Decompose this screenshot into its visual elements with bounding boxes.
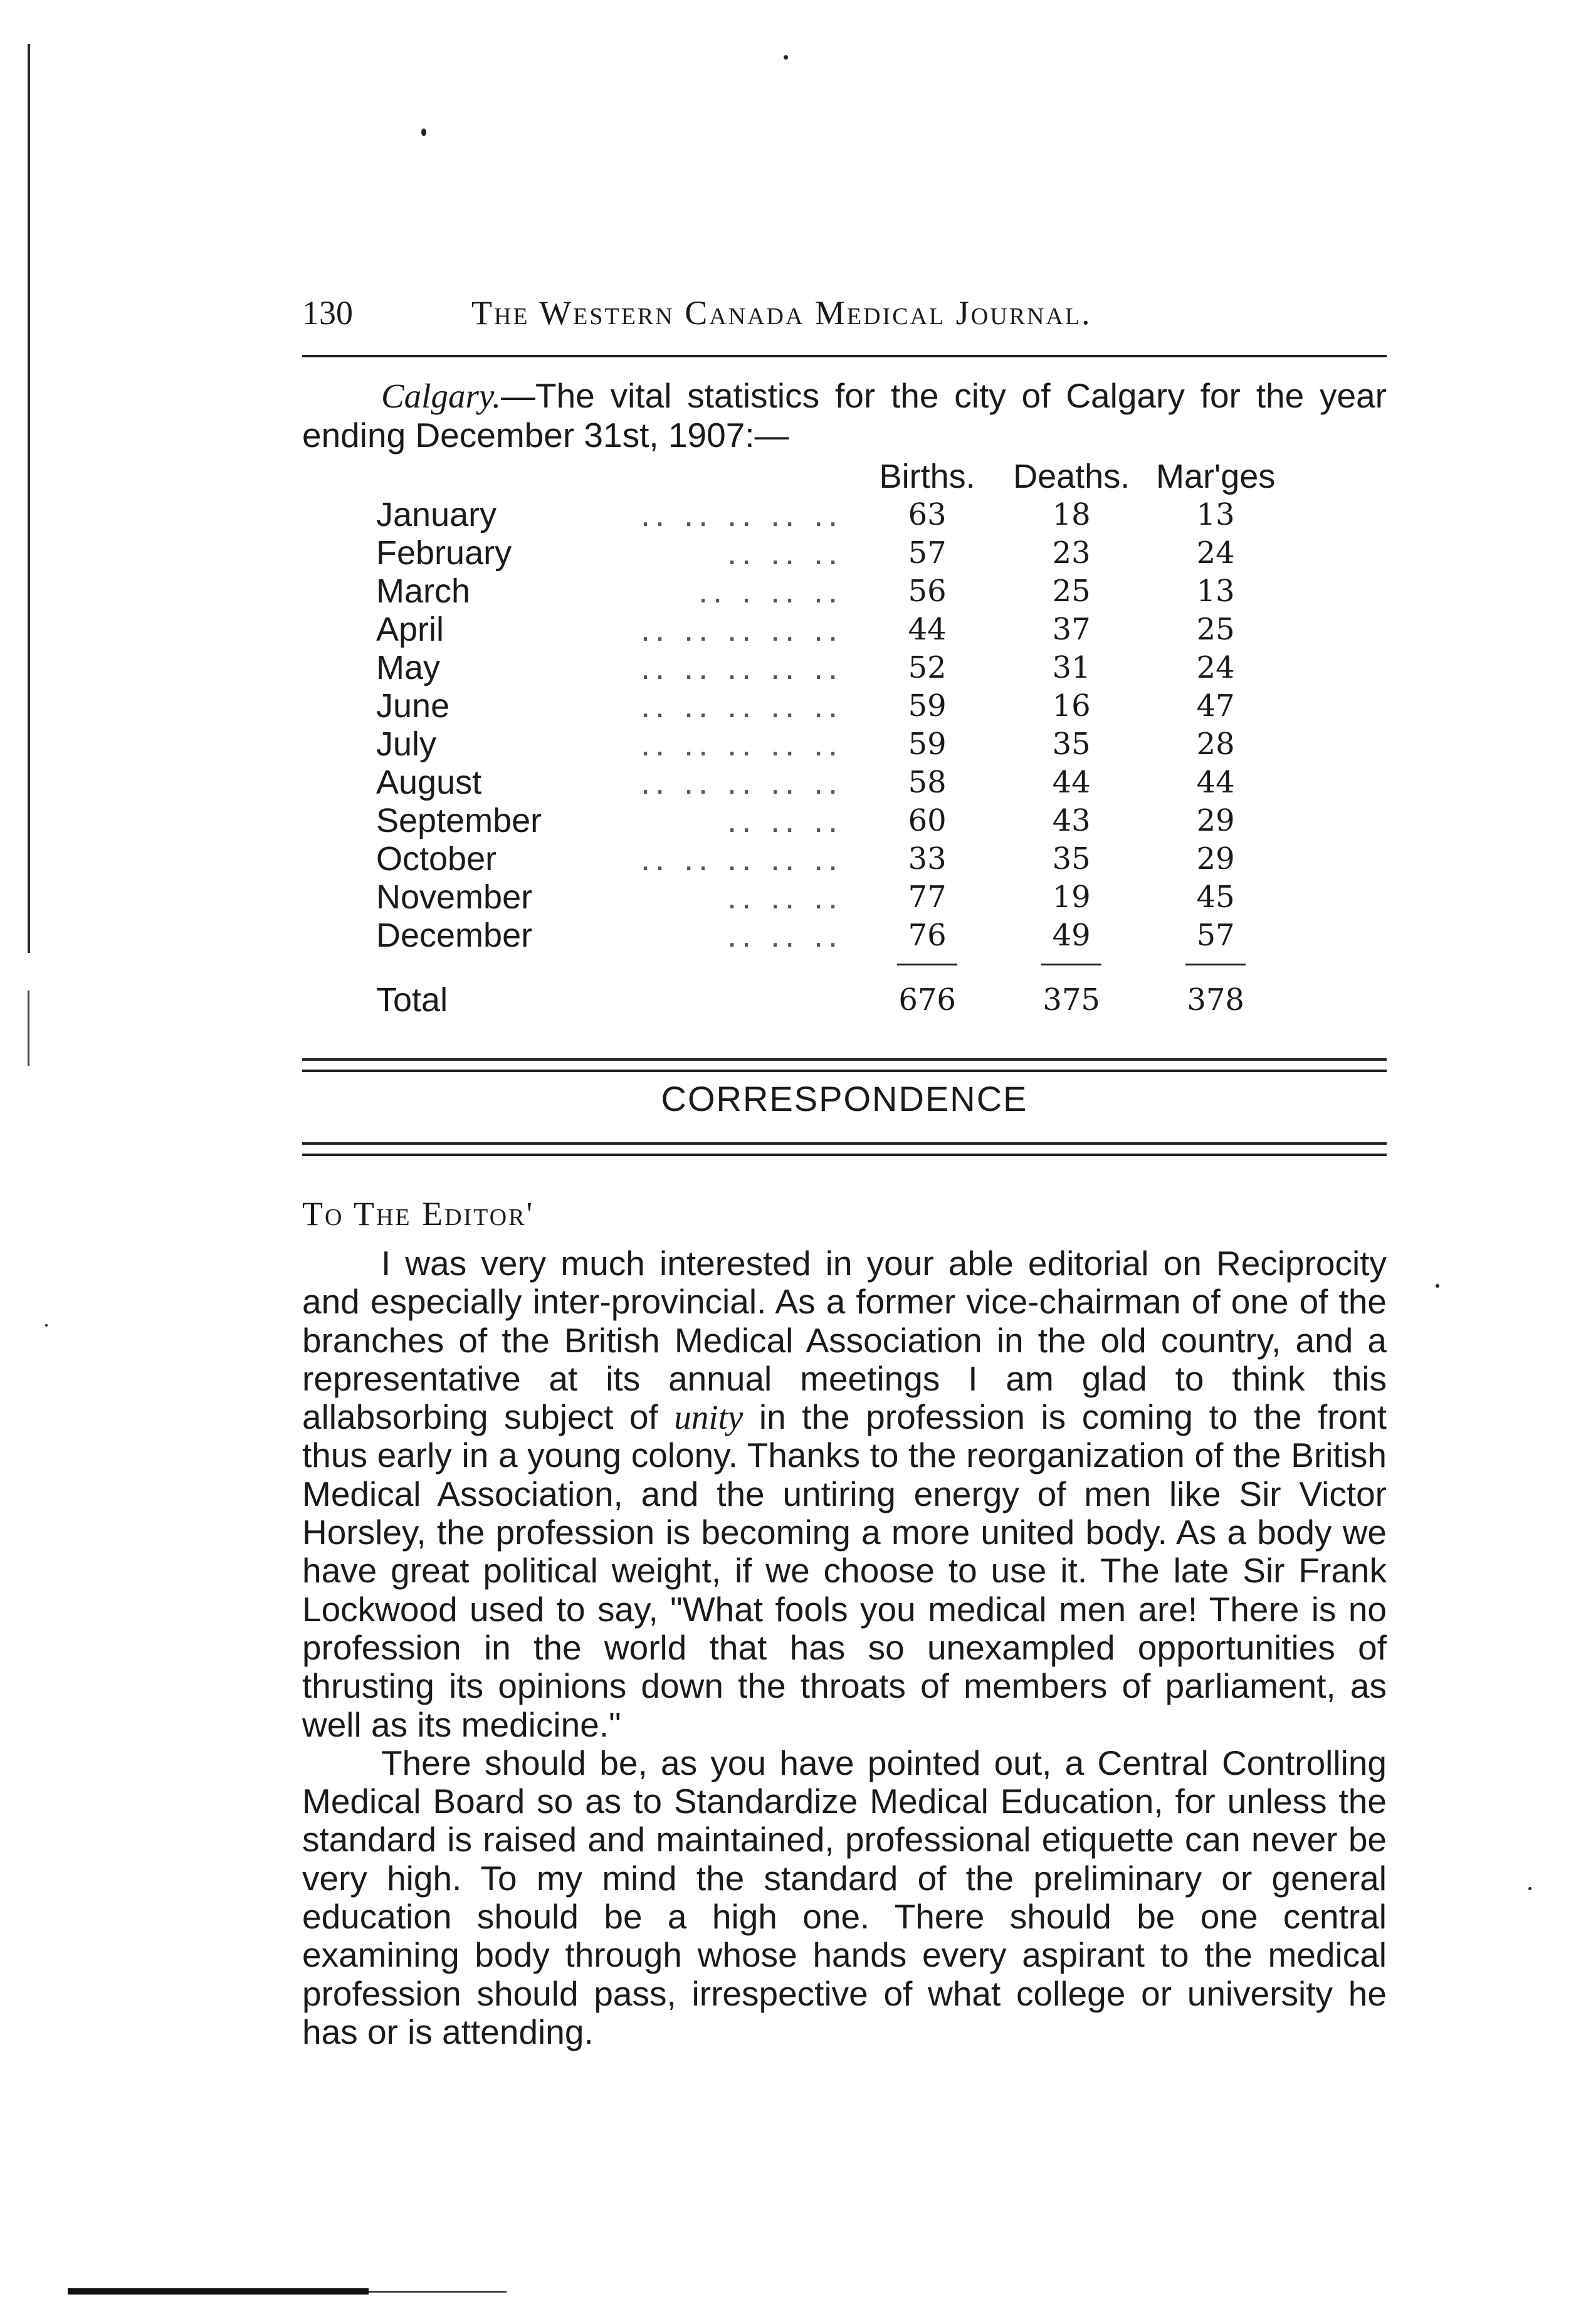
deaths-cell: 49 xyxy=(1052,918,1091,953)
total-dash-cell xyxy=(1143,955,1288,974)
letter-body xyxy=(302,1244,1387,2051)
deaths-cell: 23 xyxy=(1052,535,1091,570)
month-cell: March xyxy=(376,572,471,610)
marriages-cell: 13 xyxy=(1196,497,1235,532)
month-cell: January xyxy=(376,496,497,534)
table-row xyxy=(376,572,1288,611)
births-header: Births. xyxy=(879,458,975,495)
table-row xyxy=(376,725,1288,764)
marriages-cell: 45 xyxy=(1196,880,1235,915)
scan-bottom-mark xyxy=(68,2288,507,2295)
scan-bottom-mark-thin xyxy=(369,2291,507,2293)
leader-dots: .. .. .. .. .. xyxy=(641,725,843,763)
sum-rule xyxy=(1185,964,1246,965)
emphasis-unity: unity xyxy=(674,1398,743,1437)
marriages-cell: 29 xyxy=(1196,803,1235,838)
leader-dots: .. .. .. xyxy=(727,534,843,572)
marriages-header: Mar'ges xyxy=(1155,458,1276,495)
total-deaths: 375 xyxy=(1043,982,1100,1017)
leader-dots: .. .. .. xyxy=(727,802,843,839)
leader-dots: .. .. .. xyxy=(727,878,843,916)
month-cell: August xyxy=(376,764,482,801)
leader-dots: .. .. .. .. .. xyxy=(641,764,843,801)
month-cell: February xyxy=(376,534,512,572)
deaths-cell: 25 xyxy=(1052,574,1091,609)
deaths-cell: 35 xyxy=(1052,841,1091,876)
leader-dots: .. .. .. .. .. xyxy=(641,611,843,648)
table-row xyxy=(376,687,1288,725)
letter-paragraph: There should be, as you have pointed out, a Central Controlling Medical Board so as to Standardize Medical Education, for unless the standard is raised and maintained, professional etiquette can never be very high. To my mind the standard of the preliminary or general education should be a high one. There should be one central examining body through whose hands every aspirant to the medical profession should pass, irrespective of what college or university he has or is attending. xyxy=(302,1743,1387,2051)
leader-dots xyxy=(542,974,855,1026)
total-marriages: 378 xyxy=(1187,982,1244,1017)
births-cell: 76 xyxy=(908,918,947,953)
marriages-cell: 24 xyxy=(1196,650,1235,685)
section-double-rule-bottom xyxy=(302,1142,1387,1156)
deaths-cell: 31 xyxy=(1052,650,1091,685)
deaths-cell: 18 xyxy=(1052,497,1091,532)
scan-binding-edge xyxy=(28,44,30,953)
deaths-header: Deaths. xyxy=(1013,458,1130,495)
leader-dots: .. .. .. .. .. xyxy=(641,496,843,534)
births-cell: 63 xyxy=(908,497,947,532)
intro-city: Calgary. xyxy=(381,377,501,415)
scan-speck xyxy=(784,55,788,60)
total-births: 676 xyxy=(898,982,956,1017)
births-cell: 77 xyxy=(908,880,947,915)
deaths-cell: 37 xyxy=(1052,612,1091,647)
table-row xyxy=(376,764,1288,802)
marriages-cell: 24 xyxy=(1196,535,1235,570)
month-cell: April xyxy=(376,611,444,648)
marriages-cell: 57 xyxy=(1196,918,1235,953)
scan-speck xyxy=(1528,1887,1531,1890)
leader-header xyxy=(542,458,855,496)
marriages-cell: 28 xyxy=(1196,727,1235,762)
leader-dots: .. .. .. .. .. xyxy=(641,687,843,725)
total-label: Total xyxy=(376,981,448,1019)
scan-bottom-mark-thick xyxy=(68,2288,369,2295)
spacer-cell xyxy=(376,955,542,974)
table-row xyxy=(376,611,1288,649)
births-cell: 56 xyxy=(908,574,947,609)
marriages-cell: 44 xyxy=(1196,765,1235,800)
table-row xyxy=(376,802,1288,840)
leader-dots: .. .. .. xyxy=(727,917,843,954)
births-cell: 33 xyxy=(908,841,947,876)
deaths-cell: 44 xyxy=(1052,765,1091,800)
births-cell: 59 xyxy=(908,688,947,723)
leader-dots: .. .. .. .. .. xyxy=(641,840,843,878)
month-cell: October xyxy=(376,840,497,878)
month-cell: July xyxy=(376,725,437,763)
births-cell: 60 xyxy=(908,803,947,838)
table-row xyxy=(376,917,1288,955)
marriages-cell: 25 xyxy=(1196,612,1235,647)
births-cell: 59 xyxy=(908,727,947,762)
section-heading: CORRESPONDENCE xyxy=(661,1079,1028,1118)
deaths-cell: 43 xyxy=(1052,803,1091,838)
running-title: The Western Canada Medical Journal. xyxy=(471,294,1092,332)
month-cell: November xyxy=(376,878,533,916)
sum-rule xyxy=(1041,964,1101,965)
month-cell: September xyxy=(376,802,542,839)
intro-text: —The vital statistics for the city of Calgary for the year ending December 31st, 1907:— xyxy=(302,376,1387,455)
month-cell: December xyxy=(376,917,533,954)
letter-salutation: To The Editor' xyxy=(302,1195,535,1233)
spacer-cell xyxy=(542,955,855,974)
month-cell: May xyxy=(376,649,441,686)
total-rule-row xyxy=(376,955,1288,974)
scan-speck xyxy=(421,129,426,136)
births-cell: 52 xyxy=(908,650,947,685)
month-cell: June xyxy=(376,687,450,725)
page-number: 130 xyxy=(302,294,353,332)
total-row xyxy=(376,974,1288,1026)
deaths-cell: 16 xyxy=(1052,688,1091,723)
table-header-row xyxy=(376,458,1288,496)
deaths-cell: 19 xyxy=(1052,880,1091,915)
leader-dots: .. . .. .. xyxy=(698,572,843,610)
scan-speck xyxy=(45,1324,48,1327)
table-row xyxy=(376,649,1288,687)
births-cell: 44 xyxy=(908,612,947,647)
births-cell: 58 xyxy=(908,765,947,800)
letter-paragraph xyxy=(302,1244,1387,1744)
total-dash-cell xyxy=(855,955,999,974)
running-header xyxy=(302,293,1387,344)
leader-dots: .. .. .. .. .. xyxy=(641,649,843,686)
paragraph-text: I was very much interested in your able editorial on Reciprocity and especially inter-provincial. As a former vice-chairman of one of the branches of the British Medical Association in the old country, and a representative at its annual meetings I am glad to think this allabsorbing subject of xyxy=(302,1244,1387,1437)
table-row xyxy=(376,496,1288,534)
table-row xyxy=(376,840,1288,878)
header-rule xyxy=(302,355,1387,357)
scan-binding-edge-lower xyxy=(28,991,29,1066)
table-row xyxy=(376,534,1288,572)
month-header xyxy=(376,458,542,496)
total-dash-cell xyxy=(999,955,1143,974)
marriages-cell: 47 xyxy=(1196,688,1235,723)
intro-paragraph xyxy=(302,376,1387,455)
paragraph-text: in the profession is coming to the front thus early in a young colony. Thanks to the reorganization of the British Medical Association, and the untiring energy of men like Sir Victor Horsley, the profession is becoming a more united body. As a body we have great political weight, if we choose to use it. The late Sir Frank Lockwood used to say, "What fools you medical men are! There is no profession in the world that has so unexampled opportunities of thrusting its opinions down the throats of members of parliament, as well as its medicine." xyxy=(302,1397,1387,1744)
scan-speck xyxy=(1436,1284,1439,1288)
vital-statistics-table xyxy=(376,458,1288,1026)
marriages-cell: 13 xyxy=(1196,574,1235,609)
table-row xyxy=(376,878,1288,917)
section-double-rule-top xyxy=(302,1058,1387,1072)
deaths-cell: 35 xyxy=(1052,727,1091,762)
marriages-cell: 29 xyxy=(1196,841,1235,876)
births-cell: 57 xyxy=(908,535,947,570)
sum-rule xyxy=(897,964,957,965)
